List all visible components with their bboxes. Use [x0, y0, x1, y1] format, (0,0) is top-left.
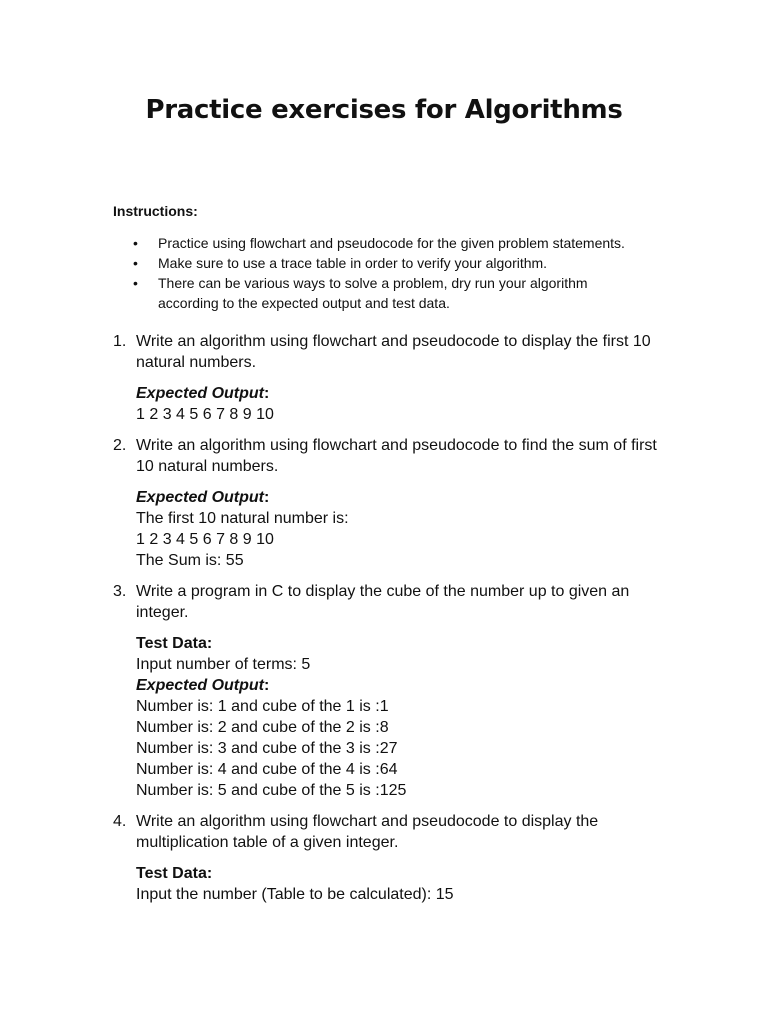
problem-statement-continued: multiplication table of a given integer. [136, 834, 399, 851]
problem-number: 4. [113, 813, 127, 830]
output-line: The Sum is: 55 [136, 552, 244, 569]
output-line: The first 10 natural number is: [136, 510, 349, 527]
instruction-item [113, 253, 713, 273]
problem-number: 3. [113, 583, 127, 600]
problem-statement-continued: natural numbers. [136, 354, 257, 371]
output-line: Number is: 5 and cube of the 5 is :125 [136, 782, 407, 799]
instructions-list [113, 233, 713, 313]
problem-statement: Write an algorithm using flowchart and pseudocode to display the first 10 [136, 333, 651, 350]
test-data-label: Test Data: [136, 635, 213, 652]
instruction-text: Practice using flowchart and pseudocode for the given problem statements. [158, 235, 625, 251]
bullet-icon: • [133, 275, 138, 291]
label-colon: : [264, 385, 270, 402]
output-line: Number is: 2 and cube of the 2 is :8 [136, 719, 389, 736]
label-colon: : [264, 677, 270, 694]
problem-statement-continued: integer. [136, 604, 189, 621]
output-line: Number is: 4 and cube of the 4 is :64 [136, 761, 398, 778]
problem-statement: Write an algorithm using flowchart and pseudocode to find the sum of first [136, 437, 657, 454]
page-title: Practice exercises for Algorithms [145, 95, 623, 125]
problem-number: 1. [113, 333, 127, 350]
test-data-block [136, 863, 713, 905]
problem-statement-continued: 10 natural numbers. [136, 458, 279, 475]
instruction-text: There can be various ways to solve a problem, dry run your algorithm [158, 275, 588, 291]
bullet-icon: • [133, 235, 138, 251]
output-line: Number is: 1 and cube of the 1 is :1 [136, 698, 389, 715]
expected-output-label: Expected Output [136, 489, 265, 506]
problem-number: 2. [113, 437, 127, 454]
test-data-block [136, 633, 713, 675]
output-line: 1 2 3 4 5 6 7 8 9 10 [136, 531, 274, 548]
problem-4 [113, 811, 713, 905]
problem-statement: Write a program in C to display the cube of the number up to given an [136, 583, 630, 600]
problem-2 [113, 435, 713, 571]
test-data-line: Input the number (Table to be calculated): 15 [136, 886, 454, 903]
expected-output-label: Expected Output [136, 385, 265, 402]
test-data-line: Input number of terms: 5 [136, 656, 311, 673]
output-line: 1 2 3 4 5 6 7 8 9 10 [136, 406, 274, 423]
expected-output-label: Expected Output [136, 677, 265, 694]
problem-1 [113, 331, 713, 425]
instruction-item [113, 273, 713, 313]
instruction-text-continued: according to the expected output and test data. [158, 295, 450, 311]
expected-output-block [136, 675, 713, 801]
expected-output-block [136, 487, 713, 571]
instruction-text: Make sure to use a trace table in order to verify your algorithm. [158, 255, 548, 271]
instructions-heading: Instructions: [113, 203, 198, 219]
expected-output-block [136, 383, 713, 425]
problem-3 [113, 581, 713, 801]
output-line: Number is: 3 and cube of the 3 is :27 [136, 740, 398, 757]
bullet-icon: • [133, 255, 138, 271]
instruction-item [113, 233, 713, 253]
test-data-label: Test Data: [136, 865, 213, 882]
label-colon: : [264, 489, 270, 506]
problem-statement: Write an algorithm using flowchart and pseudocode to display the [136, 813, 599, 830]
